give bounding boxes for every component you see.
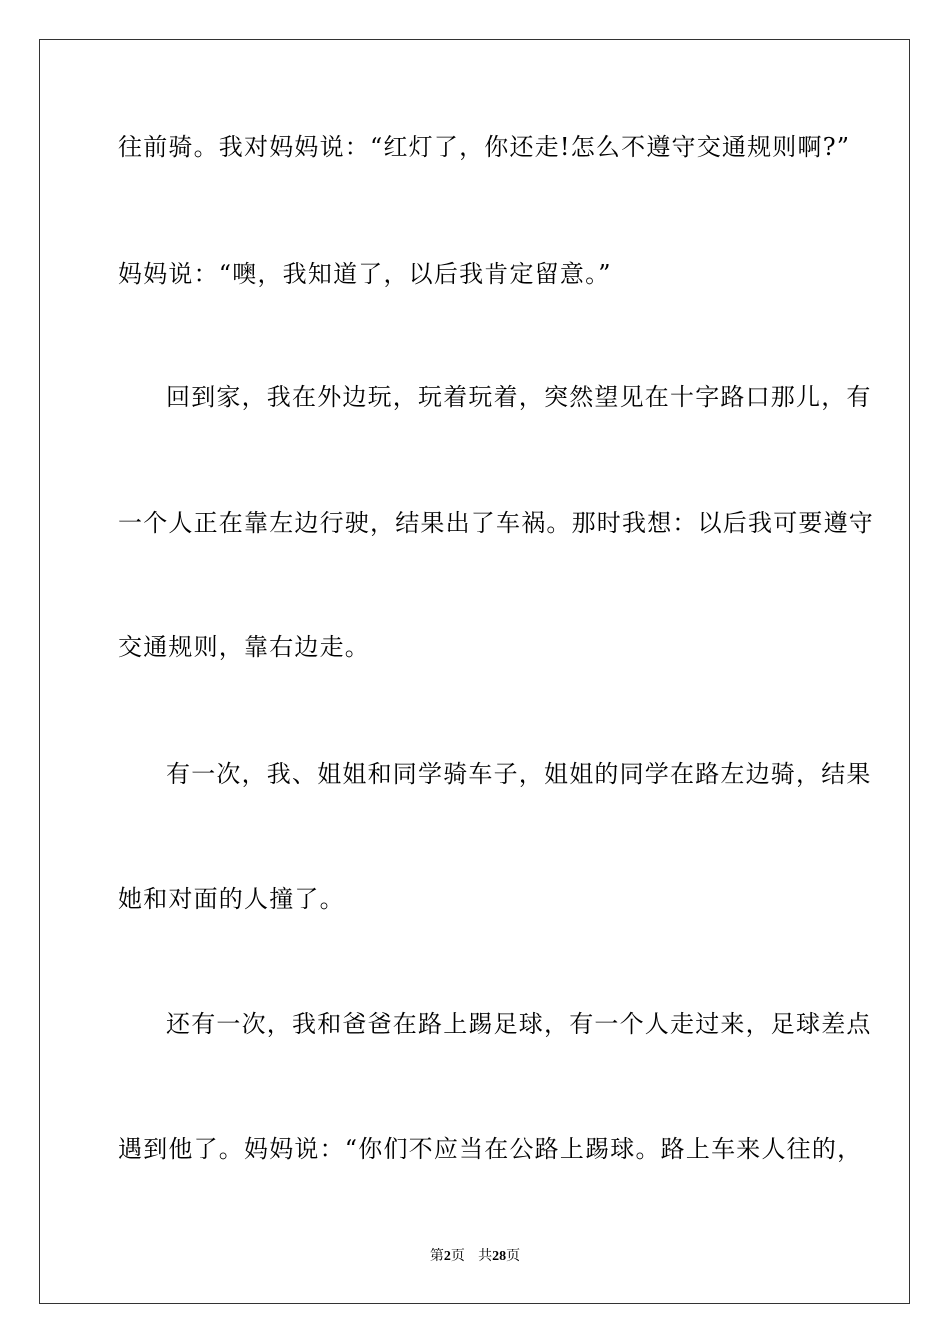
footer-total-prefix: 共: [478, 1248, 493, 1264]
text-line-4: 一个人正在靠左边行驶，结果出了车祸。那时我想：以后我可要遵守: [118, 509, 874, 537]
text-line-1: 往前骑。我对妈妈说：“红灯了，你还走!怎么不遵守交通规则啊?”: [118, 133, 851, 161]
text-line-8: 还有一次，我和爸爸在路上踢足球，有一个人走过来，足球差点: [166, 1010, 872, 1038]
text-line-3: 回到家，我在外边玩，玩着玩着，突然望见在十字路口那儿，有: [166, 383, 872, 411]
page-footer: [0, 1247, 950, 1266]
footer-page-number: 2: [443, 1249, 451, 1264]
footer-page-suffix: 页: [450, 1248, 465, 1264]
text-line-5: 交通规则，靠右边走。: [118, 633, 370, 661]
page-border: [39, 39, 910, 1304]
footer-page-prefix: 第: [429, 1248, 444, 1264]
text-line-7: 她和对面的人撞了。: [118, 885, 345, 913]
footer-total-pages: 28: [492, 1249, 507, 1264]
text-line-2: 妈妈说：“噢，我知道了，以后我肯定留意。”: [118, 260, 612, 288]
text-line-9: 遇到他了。妈妈说：“你们不应当在公路上踢球。路上车来人往的，: [118, 1135, 863, 1163]
footer-total-suffix: 页: [506, 1248, 521, 1264]
text-line-6: 有一次，我、姐姐和同学骑车子，姐姐的同学在路左边骑，结果: [166, 760, 872, 788]
